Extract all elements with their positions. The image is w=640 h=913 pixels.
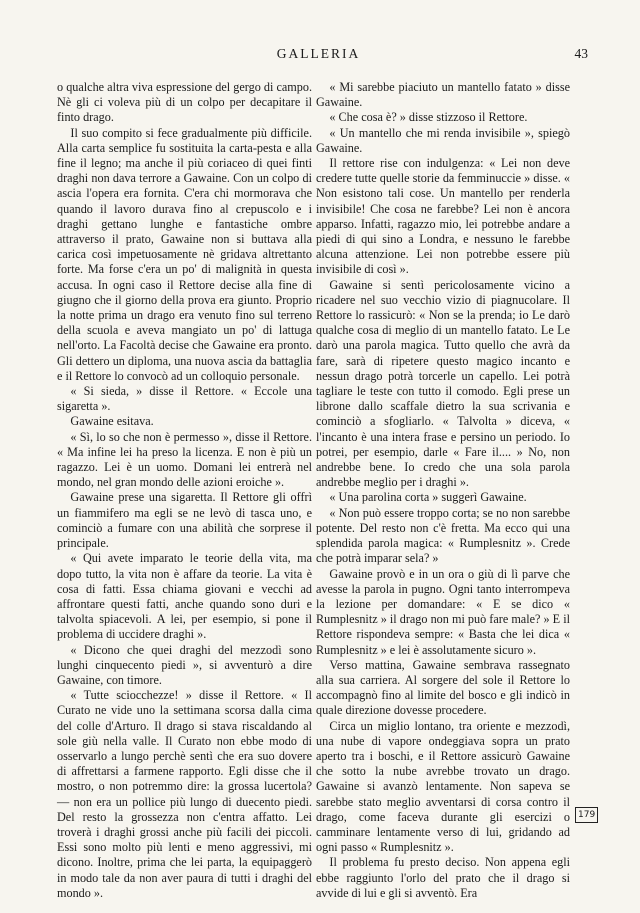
margin-marker: 179 [575, 807, 598, 823]
paragraph: Il problema fu presto deciso. Non appena egli ebbe raggiunto l'orlo del prato che il drago si avvide di lui e gli si avventò. Era [316, 855, 570, 900]
running-title: GALLERIA [276, 46, 361, 61]
paragraph: « Qui avete imparato le teorie della vita, ma dopo tutto, la vita non è affare da teorie. La vita è cosa di fatti. Essa chiama giovani e vecchi ad affrontare questi fatti, anche quando sono duri e talvolta spiacevoli. A lei, per esempio, si pone il problema di uccidere draghi ». [57, 551, 312, 642]
paragraph: « Tutte sciocchezze! » disse il Rettore. « Il Curato ne vide uno la settimana scorsa dalla cima del colle d'Arturo. Il drago si stava riscaldando al sole giù nella valle. Il Curato non ebbe modo di osservarlo a lungo perchè sentì che era suo dovere di affrettarsi a farmene rapporto. Egli disse che il mostro, o non potremmo dire: la grossa lucertola? — non era un pollice più lungo di duecento piedi. Del resto la grossezza non c'entra affatto. Lei troverà i draghi grossi anche più facili dei piccoli. Essi sono molto più lenti e meno aggressivi, mi dicono. Inoltre, prima che lei parta, la equipaggerò in modo tale da non aver paura di tutti i draghi del mondo ». [57, 688, 312, 900]
paragraph: « Che cosa è? » disse stizzoso il Rettore. [329, 110, 528, 125]
paragraph: « Una parolina corta » suggerì Gawaine. [329, 490, 527, 505]
paragraph: Verso mattina, Gawaine sembrava rassegnato alla sua carriera. Al sorgere del sole il Rettore lo accompagnò fino al limite del bosco e gli indicò in quale direzione dovesse procedere. [316, 657, 570, 718]
page-number: 43 [574, 46, 588, 61]
paragraph: « Si sieda, » disse il Rettore. « Eccole una sigaretta ». [57, 384, 312, 414]
paragraph: Gawaine si sentì pericolosamente vicino a ricadere nel suo vecchio vizio di piagnucolare. Il Rettore lo rassicurò: « Non se la prenda; io Le darò qualche cosa di meglio di un mantello fatato. Le Le darò una parola magica. Tutto quello che avrà da fare, sarà di ripetere questo magico incanto e nessun drago potrà torcerle un capello. Lei potrà tagliare le teste con tutto il comodo. Egli prese un librone dallo scaffale dietro la sua scrivania e cominciò a sfogliarlo. « Talvolta » diceva, « l'incanto è una intera frase e persino un periodo. Io potrei, per esempio, darle « Fare il.... » No, non andrebbe bene. Io credo che una sola parola andrebbe meglio per i draghi ». [316, 277, 570, 490]
paragraph: « Un mantello che mi renda invisibile », spiegò Gawaine. [316, 125, 570, 155]
paragraph: « Sì, lo so che non è permesso », disse il Rettore. « Ma infine lei ha preso la licenza. E non è più un ragazzo. Lei è un uomo. Domani lei entrerà nel mondo, nel gran mondo delle azioni eroiche ». [57, 429, 312, 490]
paragraph: Circa un miglio lontano, tra oriente e mezzodì, una nube di vapore ondeggiava sopra un prato aperto tra i boschi, e il Rettore assicurò Gawaine che sotto la nube avrebbe trovato un drago. Gawaine si avanzò lentamente. Non sapeva se sarebbe stato meglio avventarsi di corsa contro il drago, come faceva durante gli esercizi o camminare lentamente verso di lui, gridando ad ogni passo « Rumplesnitz ». [316, 718, 570, 855]
paragraph: o qualche altra viva espressione del gergo di campo. Nè gli ci voleva più di un colpo per decapitare il finto drago. [57, 80, 312, 125]
paragraph: « Non può essere troppo corta; se no non sarebbe potente. Del resto non c'è fretta. Ma ecco qui una splendida parola magica: « Rumplesnitz ». Crede che potrà imparar sela? » [316, 505, 570, 566]
paragraph: Il suo compito si fece gradualmente più difficile. Alla carta semplice fu sostituita la carta-pesta e alla fine il legno; ma anche il più coriaceo di quei finti draghi non dava terrore a Gawaine. Con un colpo di ascia l'opera era fornita. C'era chi mormorava che quando il lavoro durava fino al crepuscolo e i draghi gettano lunghe e fantastiche ombre attraverso il prato, Gawaine non si buttava alla carica così impetuosamente nè gridava altrettanto forte. Ma forse c'era un po' di malignità in questa accusa. In ogni caso il Rettore decise alla fine di giugno che il giorno della prova era giunto. Proprio la notte prima un drago era venuto fino sul terreno della scuola e aveva mangiato un po' di lattuga nell'orto. La Facoltà decise che Gawaine era pronto. Gli dettero un diploma, una nuova ascia da battaglia e il Rettore lo convocò ad un colloquio personale. [57, 125, 312, 383]
paragraph: « Dicono che quei draghi del mezzodì sono lunghi cinquecento piedi », si avventurò a dire Gawaine, con timore. [57, 642, 312, 687]
page-header [45, 46, 592, 68]
left-column [57, 80, 312, 901]
paragraph: Gawaine esitava. [70, 414, 154, 429]
right-column [316, 80, 570, 901]
paragraph: Il rettore rise con indulgenza: « Lei non deve credere tutte quelle storie da femminuccie » disse. « Non esistono tali cose. Un mantello per renderla invisibile! Che cosa ne farebbe? Lei non è ancora apparso. Infatti, ragazzo mio, lei potrebbe andare a piedi di qui sino a Londra, e nessuno le farebbe alcuna attenzione. Lei non potrebbe essere più invisibile di così ». [316, 156, 570, 277]
paragraph: Gawaine provò e in un ora o giù di lì parve che avesse la parola in pugno. Ogni tanto interrompeva la lezione per domandare: « E se dico « Rumplesnitz » il drago non mi può fare male? » E il Rettore rispondeva sempre: « Basta che lei dica « Rumplesnitz » e lei è assolutamente sicuro ». [316, 566, 570, 657]
paragraph: Gawaine prese una sigaretta. Il Rettore gli offrì un fiammifero ma egli se ne levò di tasca uno, e cominciò a fumare con una abilità che sorprese il principale. [57, 490, 312, 551]
paragraph: « Mi sarebbe piaciuto un mantello fatato » disse Gawaine. [316, 80, 570, 110]
